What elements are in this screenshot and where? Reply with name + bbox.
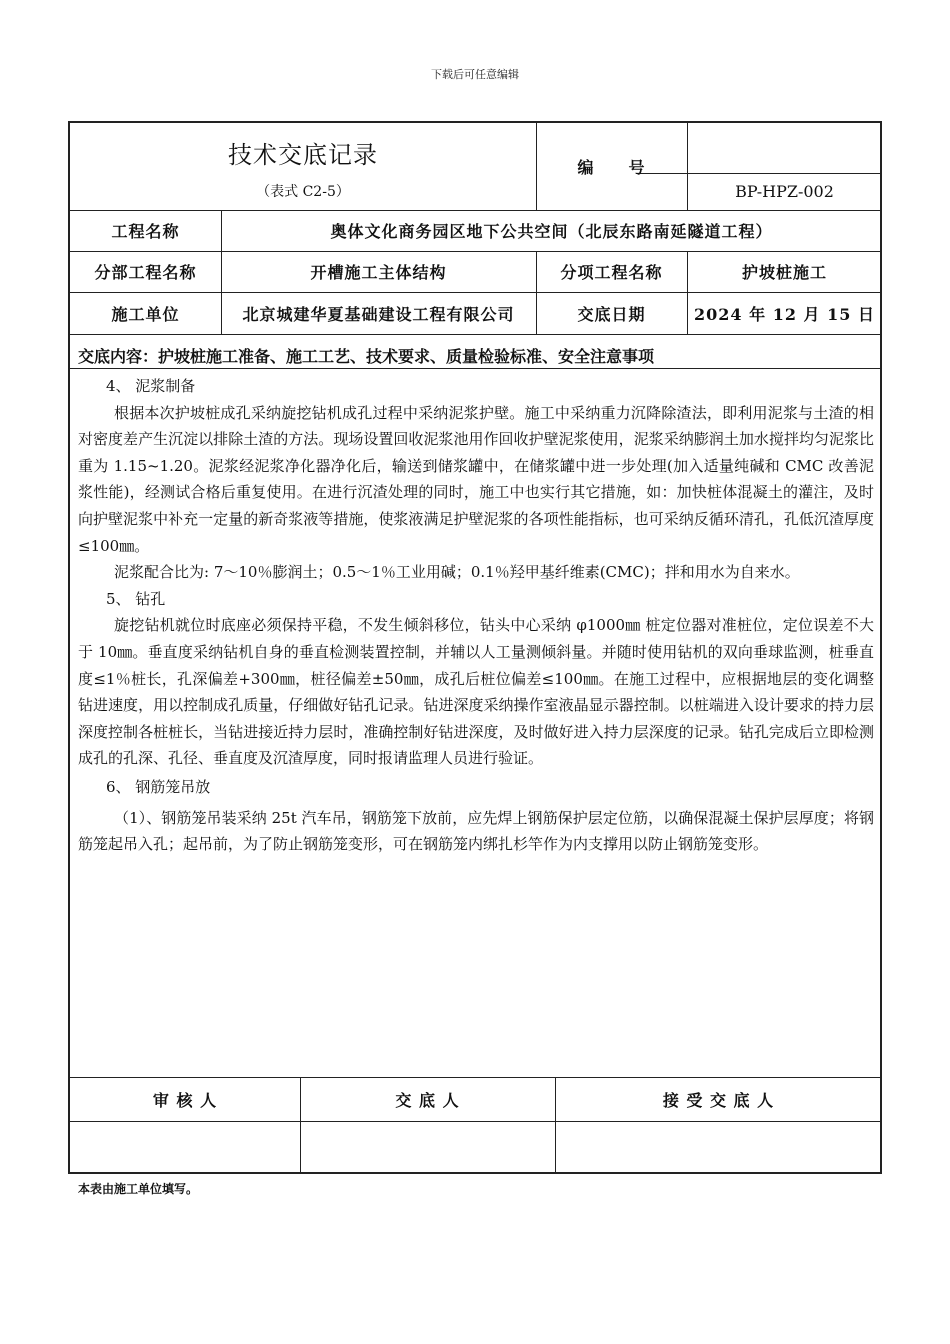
section-4-paragraph: 根据本次护坡桩成孔采纳旋挖钻机成孔过程中采纳泥浆护壁。施工中采纳重力沉降除渣法，即利用泥浆与土渣的相对密度差产生沉淀以排除土渣的方法。现场设置回收泥浆池用作回收护壁泥浆使用，泥浆采纳膨润土加水搅拌均匀泥浆比重为 1.15~1.20。泥浆经泥浆净化器净化后，输送到储浆罐中，在储浆罐中进一步处理(加入适量纯碱和 CMC 改善泥浆性能)，经测试合格后重复使用。在进行沉渣处理的同时，施工中也实行其它措施，如：加快桩体混凝土的灌注，及时向护壁泥浆中补充一定量的新奇浆液等措施，使浆液满足护壁泥浆的各项性能指标，也可采纳反循环清孔，孔低沉渣厚度≤100㎜。 <box>78 403 874 555</box>
top-note: 下载后可任意编辑 <box>431 68 519 81</box>
discloser-signature-cell <box>300 1121 555 1174</box>
number-label: 编 号 <box>577 158 646 177</box>
reviewer-label: 审 核 人 <box>152 1090 218 1110</box>
division-value: 开槽施工主体结构 <box>310 263 447 282</box>
technical-disclosure-form <box>68 121 882 1174</box>
receiver-signature-cell <box>555 1121 882 1174</box>
discloser-label: 交 底 人 <box>395 1090 460 1110</box>
section-6-paragraph: （1）、钢筋笼吊装采纳 25t 汽车吊，钢筋笼下放前，应先焊上钢筋保护层定位筋，以确保混凝土保护层厚度；将钢筋笼起吊入孔；起吊前，为了防止钢筋笼变形，可在钢筋笼内绑扎杉竿作为内支撑用以防止钢筋笼变形。 <box>78 808 874 854</box>
subitem-label: 分项工程名称 <box>560 263 663 282</box>
date-value: 2024 年 12 月 15 日 <box>694 304 875 324</box>
section-5-paragraph: 旋挖钻机就位时底座必须保持平稳，不发生倾斜移位，钻头中心采纳 φ1000㎜ 桩定位器对准桩位，定位误差不大于 10㎜。垂直度采纳钻机自身的垂直检测装置控制，并辅以人工量测倾斜量。并随时使用钻机的双向垂球监测，桩垂直度≤1％桩长，孔深偏差+300㎜，桩径偏差±50㎜，成孔后桩位偏差≤100㎜。在施工过程中，应根据地层的变化调整钻进速度，用以控制成孔质量，仔细做好钻孔记录。钻进深度采纳操作室液晶显示器控制。以桩端进入设计要求的持力层深度控制各桩桩长，当钻进接近持力层时，准确控制好钻进深度，及时做好进入持力层深度的记录。钻孔完成后立即检测成孔的孔深、孔径、垂直度及沉渣厚度，同时报请监理人员进行验证。 <box>78 616 874 768</box>
subitem-value: 护坡桩施工 <box>741 263 827 282</box>
date-label: 交底日期 <box>577 304 646 324</box>
form-code: （表式 C2-5） <box>256 184 350 200</box>
footer-note: 本表由施工单位填写。 <box>78 1182 199 1196</box>
form-title: 技术交底记录 <box>228 140 378 169</box>
content-body <box>78 373 874 858</box>
reviewer-signature-cell <box>70 1121 300 1174</box>
project-name-label: 工程名称 <box>111 222 180 241</box>
section-6-heading: 6、 钢筋笼吊放 <box>106 777 211 796</box>
number-value: BP-HPZ-002 <box>735 182 834 201</box>
content-intro: 交底内容：护坡桩施工准备、施工工艺、技术要求、质量检验标准、安全注意事项 <box>78 347 655 366</box>
receiver-label: 接 受 交 底 人 <box>662 1090 775 1110</box>
number-empty-cell <box>687 123 882 173</box>
unit-value: 北京城建华夏基础建设工程有限公司 <box>242 304 515 324</box>
unit-label: 施工单位 <box>111 304 180 324</box>
section-4-mix-ratio: 泥浆配合比为: 7～10％膨润土；0.5～1％工业用碱；0.1％羟甲基纤维素(CMC)；拌和用水为自来水。 <box>114 563 800 582</box>
project-name-value: 奥体文化商务园区地下公共空间（北辰东路南延隧道工程） <box>330 222 773 241</box>
division-label: 分部工程名称 <box>94 263 197 282</box>
section-4-heading: 4、 泥浆制备 <box>106 377 196 395</box>
section-5-heading: 5、 钻孔 <box>106 589 166 608</box>
